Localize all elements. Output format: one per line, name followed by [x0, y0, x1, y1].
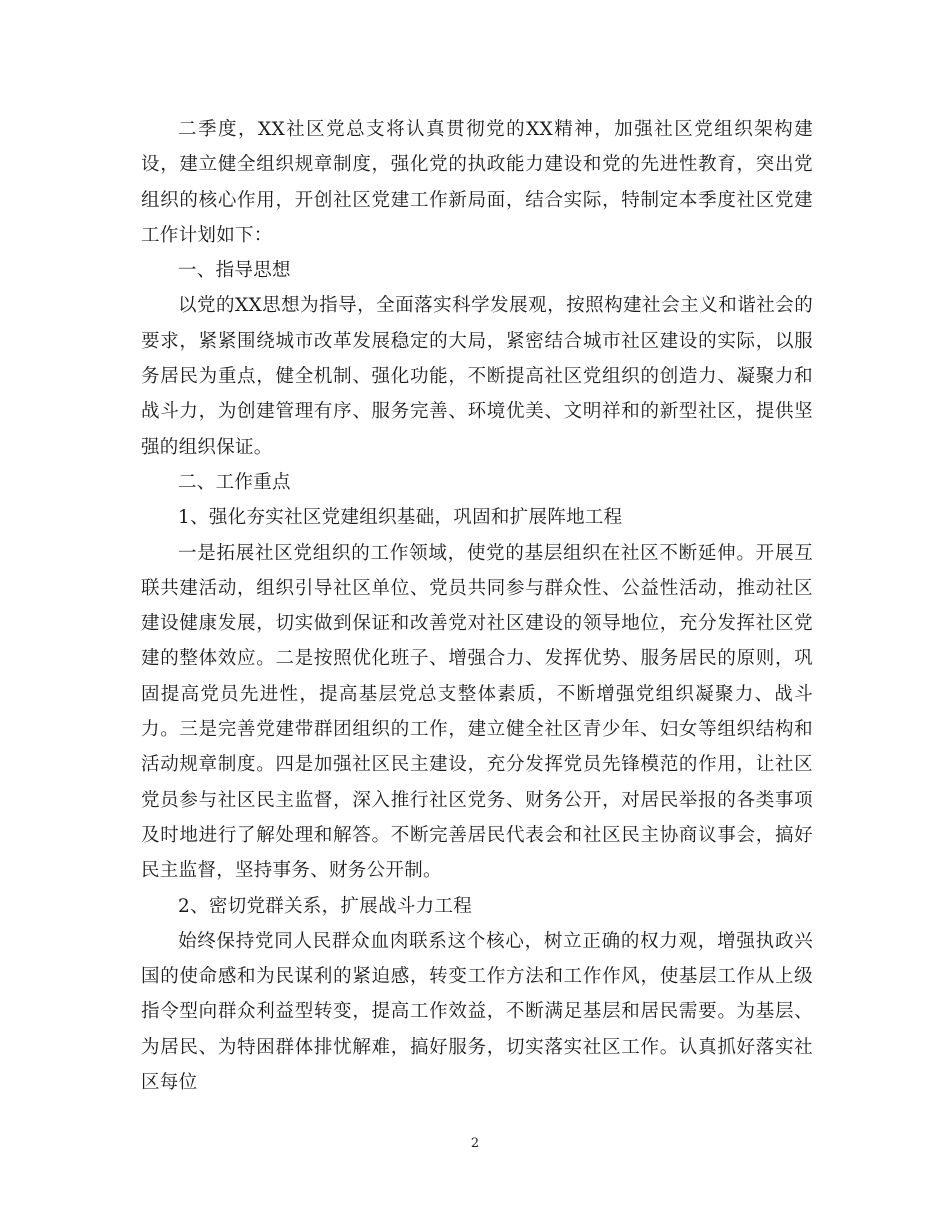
document-body — [141, 112, 813, 1100]
subheading-1: 1、强化夯实社区党建组织基础，巩固和扩展阵地工程 — [178, 507, 623, 529]
guiding-thought-paragraph: 以党的XX思想为指导，全面落实科学发展观，按照构建社会主义和谐社会的要求，紧紧围绕城市改革发展稳定的大局，紧密结合城市社区建设的实际，以服务居民为重点，健全机制、强化功能，不断提高社区党组织的创造力、凝聚力和战斗力，为创建管理有序、服务完善、环境优美、文明祥和的新型社区，提供坚强的组织保证。 — [141, 295, 813, 458]
section-heading-work-focus: 二、工作重点 — [178, 471, 291, 493]
work-focus-2-paragraph: 始终保持党同人民群众血肉联系这个核心，树立正确的权力观，增强执政兴国的使命感和为民谋利的紧迫感，转变工作方法和工作作风，使基层工作从上级指令型向群众利益型转变，提高工作效益，不断满足基层和居民需要。为基层、为居民、为特困群体排忧解难，搞好服务，切实落实社区工作。认真抓好落实社区每位 — [141, 930, 813, 1094]
page-number: 2 — [470, 1136, 480, 1151]
work-focus-1-paragraph: 一是拓展社区党组织的工作领域，使党的基层组织在社区不断延伸。开展互联共建活动，组织引导社区单位、党员共同参与群众性、公益性活动，推动社区建设健康发展，切实做到保证和改善党对社区建设的领导地位，充分发挥社区党建的整体效应。二是按照优化班子、增强合力、发挥优势、服务居民的原则，巩固提高党员先进性，提高基层党总支整体素质，不断增强党组织凝聚力、战斗力。三是完善党建带群团组织的工作，建立健全社区青少年、妇女等组织结构和活动规章制度。四是加强社区民主建设，充分发挥党员先锋模范的作用，让社区党员参与社区民主监督，深入推行社区党务、财务公开，对居民举报的各类事项及时地进行了解处理和解答。不断完善居民代表会和社区民主协商议事会，搞好民主监督，坚持事务、财务公开制。 — [141, 542, 813, 882]
subheading-2: 2、密切党群关系，扩展战斗力工程 — [178, 895, 473, 917]
section-heading-guiding-thought: 一、指导思想 — [178, 260, 291, 282]
intro-paragraph: 二季度，XX社区党总支将认真贯彻党的XX精神，加强社区党组织架构建设，建立健全组织规章制度，强化党的执政能力建设和党的先进性教育，突出党组织的核心作用，开创社区党建工作新局面，结合实际，特制定本季度社区党建工作计划如下： — [141, 119, 813, 246]
